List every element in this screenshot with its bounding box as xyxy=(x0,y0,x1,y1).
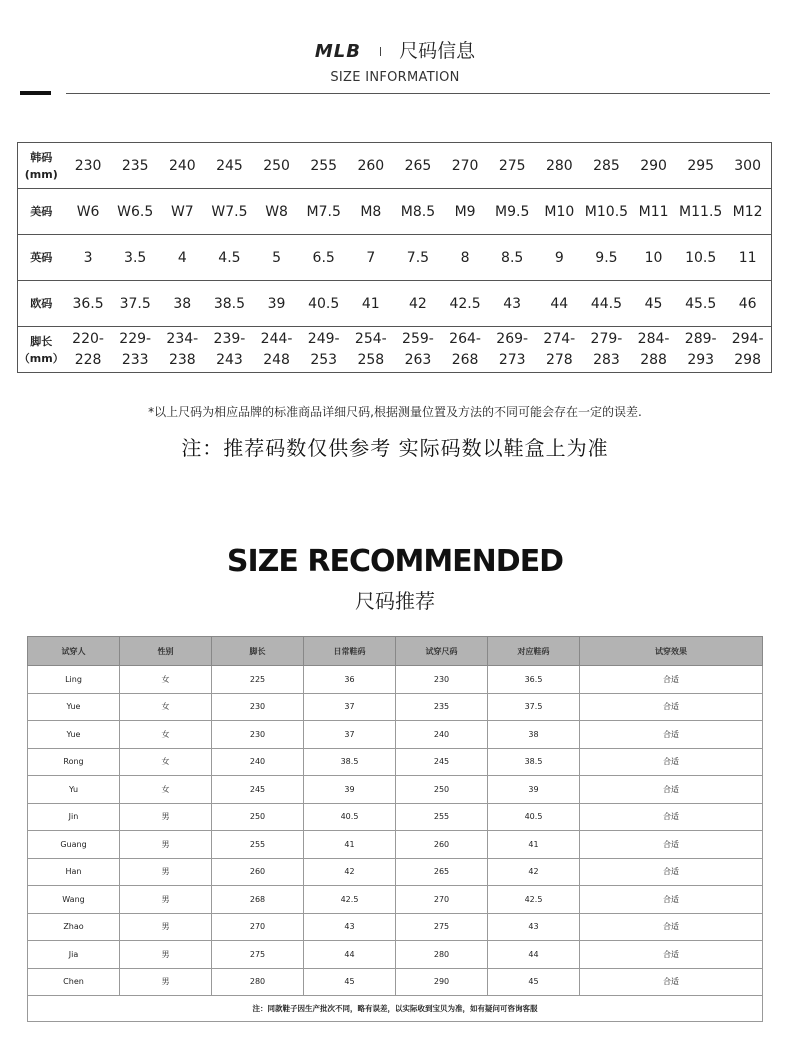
rec-cell: 合适 xyxy=(580,693,763,721)
table-row xyxy=(28,831,763,859)
size-row-label xyxy=(18,143,65,189)
rec-cell: Chen xyxy=(28,968,120,996)
rec-cell: 40.5 xyxy=(488,803,580,831)
header-rule-accent xyxy=(20,91,51,95)
size-cell: 39 xyxy=(253,281,300,327)
rec-column-header: 试穿尺码 xyxy=(396,637,488,666)
rec-cell: 42 xyxy=(304,858,396,886)
size-cell xyxy=(253,327,300,373)
size-cell-text: 273 xyxy=(498,351,526,368)
table-row xyxy=(28,776,763,804)
rec-cell: 42 xyxy=(488,858,580,886)
rec-cell: Ling xyxy=(28,666,120,694)
rec-cell: 合适 xyxy=(580,776,763,804)
rec-cell: 37 xyxy=(304,721,396,749)
rec-cell: Guang xyxy=(28,831,120,859)
size-cell: 4.5 xyxy=(206,235,253,281)
size-cell: 10.5 xyxy=(677,235,724,281)
size-recommendation-table xyxy=(27,636,763,1022)
size-row-label-text: 韩码 xyxy=(30,150,53,164)
rec-cell: Wang xyxy=(28,886,120,914)
size-cell: 8 xyxy=(442,235,489,281)
size-cell: 8.5 xyxy=(489,235,536,281)
size-cell xyxy=(442,327,489,373)
rec-cell: 230 xyxy=(212,693,304,721)
rec-cell: 265 xyxy=(396,858,488,886)
size-cell-text: 293 xyxy=(687,351,715,368)
size-cell: M7.5 xyxy=(300,189,347,235)
size-cell-text: 279- xyxy=(590,330,623,347)
rec-cell: Rong xyxy=(28,748,120,776)
rec-cell: 合适 xyxy=(580,913,763,941)
size-cell: 7.5 xyxy=(394,235,441,281)
rec-cell: 290 xyxy=(396,968,488,996)
size-cell xyxy=(112,327,159,373)
size-cell-text: 248 xyxy=(263,351,290,368)
brand-header xyxy=(0,36,790,63)
rec-cell: 270 xyxy=(212,913,304,941)
table-row xyxy=(28,941,763,969)
size-row xyxy=(18,327,772,373)
rec-cell: 40.5 xyxy=(304,803,396,831)
size-cell: M8.5 xyxy=(394,189,441,235)
rec-cell: 275 xyxy=(212,941,304,969)
rec-cell: 41 xyxy=(304,831,396,859)
rec-cell: 38.5 xyxy=(488,748,580,776)
table-footnote-row xyxy=(28,996,763,1022)
size-cell: 37.5 xyxy=(112,281,159,327)
rec-cell: 45 xyxy=(488,968,580,996)
table-row xyxy=(28,913,763,941)
rec-cell: Zhao xyxy=(28,913,120,941)
size-cell: W6 xyxy=(65,189,112,235)
rec-cell: 39 xyxy=(304,776,396,804)
rec-cell: 37 xyxy=(304,693,396,721)
rec-cell: 240 xyxy=(212,748,304,776)
rec-cell: 260 xyxy=(396,831,488,859)
size-cell: 44 xyxy=(536,281,583,327)
rec-cell: 240 xyxy=(396,721,488,749)
size-cell: M8 xyxy=(347,189,394,235)
size-cell: M11 xyxy=(630,189,677,235)
rec-cell: 250 xyxy=(396,776,488,804)
page-subtitle: SIZE INFORMATION xyxy=(330,70,460,85)
size-cell: 240 xyxy=(159,143,206,189)
rec-cell: 39 xyxy=(488,776,580,804)
size-disclaimer: *以上尺码为相应品牌的标准商品详细尺码,根据测量位置及方法的不同可能会存在一定的误差. xyxy=(148,405,642,419)
size-cell: W6.5 xyxy=(112,189,159,235)
size-cell: 275 xyxy=(489,143,536,189)
size-note: 注：推荐码数仅供参考 实际码数以鞋盒上为准 xyxy=(181,436,609,460)
rec-cell: 42.5 xyxy=(304,886,396,914)
table-row xyxy=(28,693,763,721)
size-row xyxy=(18,235,772,281)
rec-cell: 合适 xyxy=(580,886,763,914)
size-cell: M10.5 xyxy=(583,189,630,235)
rec-cell: 合适 xyxy=(580,721,763,749)
size-cell-text: 244- xyxy=(260,330,293,347)
size-cell: 295 xyxy=(677,143,724,189)
rec-column-header: 试穿效果 xyxy=(580,637,763,666)
size-row-label xyxy=(18,281,65,327)
size-row-label-text: 欧码 xyxy=(30,297,53,310)
size-cell: 10 xyxy=(630,235,677,281)
size-cell xyxy=(724,327,771,373)
size-cell: W8 xyxy=(253,189,300,235)
rec-cell: 女 xyxy=(120,748,212,776)
rec-cell: 255 xyxy=(212,831,304,859)
rec-column-header: 性别 xyxy=(120,637,212,666)
size-cell: 42 xyxy=(394,281,441,327)
rec-cell: 女 xyxy=(120,693,212,721)
size-cell: 260 xyxy=(347,143,394,189)
rec-cell: 男 xyxy=(120,831,212,859)
size-cell xyxy=(394,327,441,373)
rec-cell: 38 xyxy=(488,721,580,749)
size-cell: W7 xyxy=(159,189,206,235)
rec-cell: 41 xyxy=(488,831,580,859)
size-cell-text: 220- xyxy=(72,330,104,347)
size-cell-text: 253 xyxy=(310,351,338,368)
size-cell xyxy=(536,327,583,373)
size-row-label xyxy=(18,235,65,281)
rec-cell: Han xyxy=(28,858,120,886)
size-row-label-text: （mm） xyxy=(18,351,64,365)
size-cell xyxy=(65,327,112,373)
size-cell-text: 243 xyxy=(216,351,243,368)
size-cell-text: 259- xyxy=(402,330,434,347)
rec-cell: Yue xyxy=(28,721,120,749)
size-cell: M9.5 xyxy=(489,189,536,235)
size-cell: 36.5 xyxy=(65,281,112,327)
size-cell xyxy=(300,327,347,373)
size-cell: M11.5 xyxy=(677,189,724,235)
size-cell xyxy=(347,327,394,373)
brand-logo: MLB xyxy=(314,41,361,62)
size-cell: 11 xyxy=(724,235,771,281)
size-cell-text: 254- xyxy=(354,330,387,347)
table-footnote: 注：同款鞋子因生产批次不同，略有误差，以实际收到宝贝为准，如有疑问可咨询客服 xyxy=(28,996,763,1022)
size-cell-text: 294- xyxy=(731,330,764,347)
size-cell-text: 233 xyxy=(121,351,149,368)
rec-cell: 44 xyxy=(304,941,396,969)
size-cell: 290 xyxy=(630,143,677,189)
size-cell: 4 xyxy=(159,235,206,281)
rec-cell: 260 xyxy=(212,858,304,886)
table-row xyxy=(28,666,763,694)
size-row-label-text: 英码 xyxy=(30,251,53,264)
rec-cell: 合适 xyxy=(580,858,763,886)
size-cell-text: 228 xyxy=(74,351,102,368)
size-cell-text: 264- xyxy=(449,330,481,347)
size-cell-text: 283 xyxy=(593,351,620,368)
size-cell xyxy=(630,327,677,373)
recommended-subtitle: 尺码推荐 xyxy=(355,589,435,613)
rec-cell: 男 xyxy=(120,858,212,886)
size-cell-text: 289- xyxy=(684,330,717,347)
rec-cell: 36 xyxy=(304,666,396,694)
rec-cell: 女 xyxy=(120,666,212,694)
size-row-label-text: (mm) xyxy=(24,167,58,181)
rec-cell: 230 xyxy=(212,721,304,749)
rec-cell: 255 xyxy=(396,803,488,831)
size-cell: 255 xyxy=(300,143,347,189)
size-cell: 3.5 xyxy=(112,235,159,281)
size-cell: 38.5 xyxy=(206,281,253,327)
header-rule xyxy=(66,93,770,94)
rec-cell: 270 xyxy=(396,886,488,914)
rec-cell: 268 xyxy=(212,886,304,914)
size-cell-text: 288 xyxy=(640,351,667,368)
table-row xyxy=(28,803,763,831)
size-cell: 230 xyxy=(65,143,112,189)
size-cell-text: 234- xyxy=(166,330,199,347)
size-cell-text: 268 xyxy=(451,351,479,368)
size-row xyxy=(18,189,772,235)
rec-cell: 男 xyxy=(120,968,212,996)
rec-cell: 44 xyxy=(488,941,580,969)
brand-divider xyxy=(380,47,381,56)
size-row-label-text: 美码 xyxy=(30,205,53,218)
size-cell-text: 258 xyxy=(357,351,385,368)
size-row xyxy=(18,143,772,189)
rec-cell: 合适 xyxy=(580,803,763,831)
rec-cell: 275 xyxy=(396,913,488,941)
size-cell-text: 269- xyxy=(496,330,529,347)
size-cell: 5 xyxy=(253,235,300,281)
size-cell: 7 xyxy=(347,235,394,281)
rec-cell: Jia xyxy=(28,941,120,969)
rec-cell: 男 xyxy=(120,886,212,914)
recommended-title: SIZE RECOMMENDED xyxy=(226,544,564,579)
rec-cell: 230 xyxy=(396,666,488,694)
size-cell: 45 xyxy=(630,281,677,327)
size-cell-text: 274- xyxy=(543,330,576,347)
size-cell: 44.5 xyxy=(583,281,630,327)
size-row-label xyxy=(18,189,65,235)
rec-cell: 280 xyxy=(396,941,488,969)
table-row xyxy=(28,748,763,776)
size-cell xyxy=(489,327,536,373)
table-row xyxy=(28,721,763,749)
rec-cell: 男 xyxy=(120,913,212,941)
size-cell: 41 xyxy=(347,281,394,327)
size-row-label-text: 脚长 xyxy=(30,334,53,348)
rec-cell: 43 xyxy=(304,913,396,941)
size-cell xyxy=(677,327,724,373)
rec-column-header: 试穿人 xyxy=(28,637,120,666)
rec-column-header: 对应鞋码 xyxy=(488,637,580,666)
rec-cell: 合适 xyxy=(580,968,763,996)
size-cell: 9.5 xyxy=(583,235,630,281)
size-cell: 6.5 xyxy=(300,235,347,281)
size-row xyxy=(18,281,772,327)
rec-cell: 280 xyxy=(212,968,304,996)
size-cell: 43 xyxy=(489,281,536,327)
rec-cell: 38.5 xyxy=(304,748,396,776)
size-cell-text: 284- xyxy=(637,330,670,347)
rec-column-header: 脚长 xyxy=(212,637,304,666)
size-cell: 45.5 xyxy=(677,281,724,327)
size-cell: 270 xyxy=(442,143,489,189)
size-cell-text: 238 xyxy=(168,351,196,368)
size-cell: W7.5 xyxy=(206,189,253,235)
size-cell: 40.5 xyxy=(300,281,347,327)
size-cell-text: 278 xyxy=(545,351,573,368)
size-cell: 245 xyxy=(206,143,253,189)
rec-cell: Jin xyxy=(28,803,120,831)
size-cell: 280 xyxy=(536,143,583,189)
rec-cell: 合适 xyxy=(580,941,763,969)
size-conversion-table xyxy=(17,142,772,373)
rec-cell: 女 xyxy=(120,721,212,749)
rec-cell: 合适 xyxy=(580,666,763,694)
rec-cell: Yu xyxy=(28,776,120,804)
rec-cell: 42.5 xyxy=(488,886,580,914)
size-cell xyxy=(159,327,206,373)
size-cell-text: 298 xyxy=(734,351,761,368)
size-cell xyxy=(583,327,630,373)
size-cell: M9 xyxy=(442,189,489,235)
size-cell: M12 xyxy=(724,189,771,235)
size-cell: 3 xyxy=(65,235,112,281)
rec-cell: 女 xyxy=(120,776,212,804)
table-row xyxy=(28,858,763,886)
size-cell: 42.5 xyxy=(442,281,489,327)
table-row xyxy=(28,886,763,914)
rec-cell: 合适 xyxy=(580,831,763,859)
size-cell-text: 229- xyxy=(119,330,152,347)
rec-cell: 245 xyxy=(396,748,488,776)
rec-cell: 男 xyxy=(120,941,212,969)
rec-cell: 250 xyxy=(212,803,304,831)
size-cell: M10 xyxy=(536,189,583,235)
size-cell-text: 249- xyxy=(307,330,340,347)
size-cell: 250 xyxy=(253,143,300,189)
rec-cell: 合适 xyxy=(580,748,763,776)
size-cell: 285 xyxy=(583,143,630,189)
size-cell-text: 263 xyxy=(404,351,432,368)
table-row xyxy=(28,968,763,996)
rec-cell: 245 xyxy=(212,776,304,804)
rec-cell: 235 xyxy=(396,693,488,721)
rec-column-header: 日常鞋码 xyxy=(304,637,396,666)
size-row-label xyxy=(18,327,65,373)
size-cell: 46 xyxy=(724,281,771,327)
rec-cell: 36.5 xyxy=(488,666,580,694)
size-cell: 9 xyxy=(536,235,583,281)
rec-cell: 37.5 xyxy=(488,693,580,721)
rec-cell: 45 xyxy=(304,968,396,996)
size-cell: 265 xyxy=(394,143,441,189)
size-cell: 300 xyxy=(724,143,771,189)
size-cell: 235 xyxy=(112,143,159,189)
rec-cell: 男 xyxy=(120,803,212,831)
rec-cell: 225 xyxy=(212,666,304,694)
page-title: 尺码信息 xyxy=(399,40,476,62)
size-cell: 38 xyxy=(159,281,206,327)
size-cell-text: 239- xyxy=(213,330,246,347)
size-cell xyxy=(206,327,253,373)
rec-cell: Yue xyxy=(28,693,120,721)
rec-cell: 43 xyxy=(488,913,580,941)
